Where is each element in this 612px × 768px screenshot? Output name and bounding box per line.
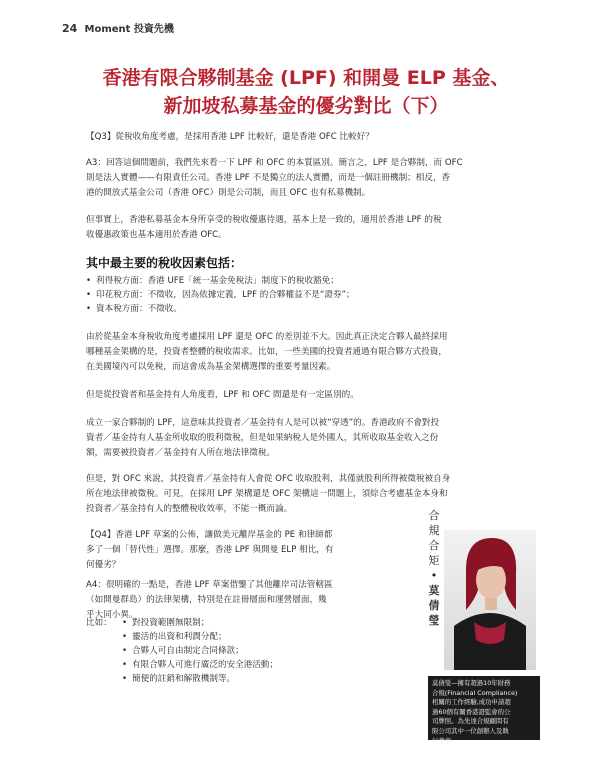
- list-item: • 印花稅方面：不徵收，因為依據定義，LPF 的合夥權益不是“證券”；: [86, 288, 355, 302]
- list-item: • 簡便的註銷和解散機制等。: [122, 672, 278, 686]
- q3-answer: A3：回答這個問題前，我們先來看一下 LPF 和 OFC 的本質區別。簡言之，LPF 是合夥制，而 OFC 則是法人實體——有限責任公司。香港 LPF 不是獨立的法人實體，而是一個註冊機制；相反，香 港的開放式基金公司（香港 OFC）則是公司制，而且 OFC 也有私募機制。: [86, 158, 463, 198]
- author-column-title: 合 規 合 矩 • 莫 倩 瑩: [428, 509, 440, 627]
- list-item: • 合夥人可自由制定合同條款；: [122, 644, 278, 658]
- author-bio: 莫倩瑩—擁有超過10年財務 合規(Financial Compliance) 相關的工作經驗,成功申請超 過60個有關香港證監會的公 司牌照。為先達合規顧問有 限公司其中一位創辦人及執 行董事。: [428, 676, 540, 740]
- list-item: • 資本稅方面：不徵收。: [86, 302, 355, 316]
- tax-factors-list: [86, 274, 355, 316]
- q4-answer: A4：很明確的一點是，香港 LPF 草案借鑒了其他離岸司法管轄區 （如開曼群島）的法律架構，特別是在註冊層面和運營層面，幾 乎大同小異。: [86, 580, 333, 620]
- q3-paragraph-2: 但事實上，香港私募基金本身所享受的稅收優惠待遇，基本上是一致的，適用於香港 LPF 的稅 收優惠政策也基本適用於香港 OFC。: [86, 215, 442, 240]
- author-portrait-icon: [444, 530, 536, 670]
- body-paragraph-3: 成立一家合夥制的 LPF，這意味其投資者／基金持有人是可以被“穿透”的。香港政府不會對投 資者／基金持有人基金所收取的股利徵稅，但是如果納稅人是外國人，其所收取基金收入之份 額，需要被投資者／基金持有人所在地法律徵稅。: [86, 418, 440, 458]
- author-photo: [444, 530, 536, 670]
- body-paragraph-4: 但是，對 OFC 來說，其投資者／基金持有人會從 OFC 收取股利，其僅就股利所得被徵稅被自身 所在地法律被徵稅。可見，在採用 LPF 架構還是 OFC 架構這一問題上，須綜合考慮基金本身和 投資者／基金持有人的整體稅收效率，不能一概而論。: [86, 474, 451, 514]
- title-line-1: 香港有限合夥制基金 (LPF) 和開曼 ELP 基金、: [102, 67, 510, 89]
- list-item: • 對投資範圍無限制；: [122, 616, 278, 630]
- list-item: • 利得稅方面：香港 UFE「統一基金免稅法」制度下的稅收豁免；: [86, 274, 355, 288]
- example-label: 比如：: [86, 618, 112, 628]
- list-item: • 靈活的出資和利潤分配；: [122, 630, 278, 644]
- body-paragraph-1: 由於從基金本身稅收角度考慮採用 LPF 還是 OFC 的差別並不大。因此真正決定合夥人最終採用 哪種基金架構的是，投資者整體的稅收需求。比如，一些美國的投資者通過有限合夥方式投資， 在美國境內可以免稅，而這會成為基金架構選擇的重要考量因素。: [86, 332, 448, 372]
- body-paragraph-2: 但是從投資者和基金持有人角度看，LPF 和 OFC 間還是有一定區別的。: [86, 390, 359, 400]
- magazine-brand: Moment 投資先機: [84, 24, 174, 35]
- page-number: 24: [62, 22, 78, 35]
- q3-question: 【Q3】從稅收角度考慮，是採用香港 LPF 比較好，還是香港 OFC 比較好？: [86, 132, 374, 142]
- q4-question: 【Q4】香港 LPF 草案的公佈，讓做美元離岸基金的 PE 和律師都 多了一個「替代性」選擇。那麼，香港 LPF 與開曼 ELP 相比，有 何優劣？: [86, 530, 334, 570]
- article-title: [40, 64, 572, 120]
- lpf-features-list: [122, 616, 278, 686]
- list-item: • 有限合夥人可進行廣泛的安全港活動；: [122, 658, 278, 672]
- tax-factors-heading: 其中最主要的稅收因素包括：: [86, 256, 243, 270]
- title-line-2: 新加坡私募基金的優劣對比（下）: [163, 95, 449, 117]
- page-header: [62, 20, 174, 35]
